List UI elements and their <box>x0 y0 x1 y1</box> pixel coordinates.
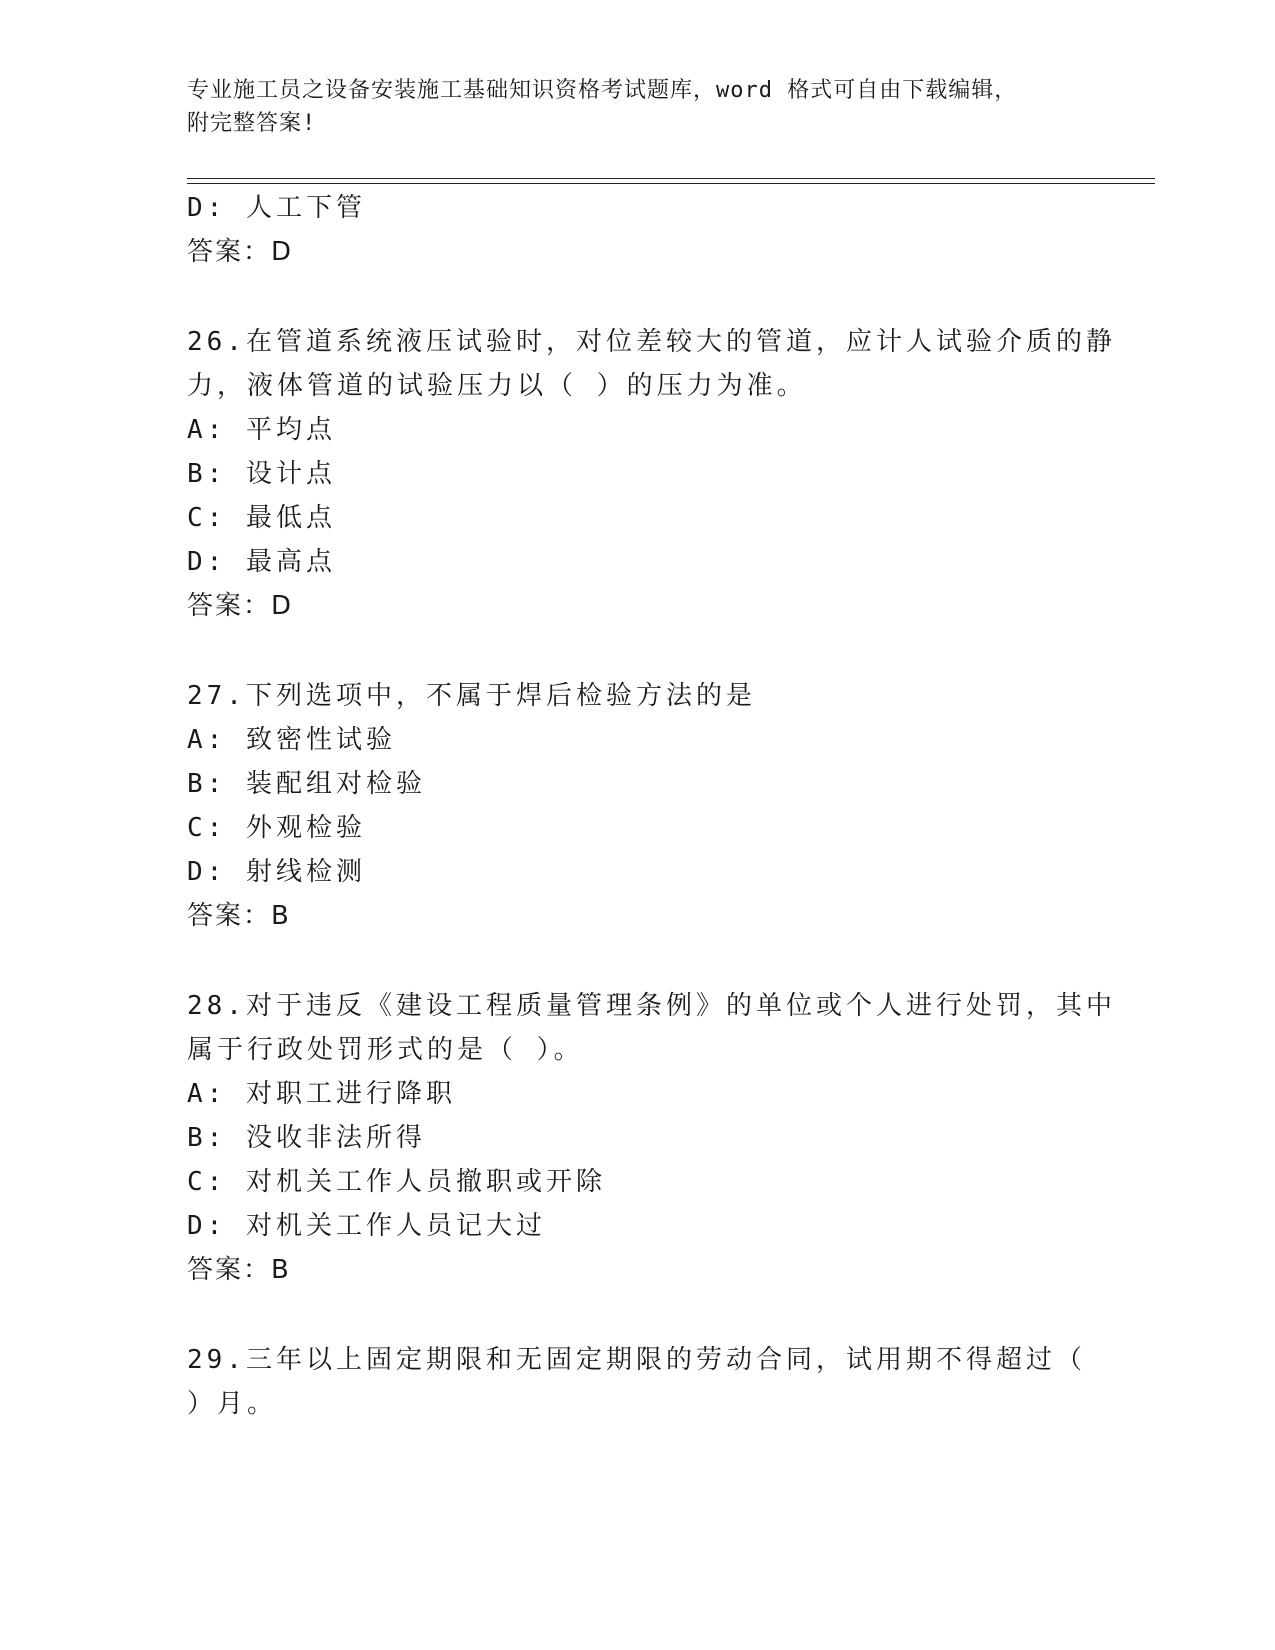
question-26-answer: 答案：D <box>187 591 294 621</box>
question-27-stem-line-1: 27.下列选项中，不属于焊后检验方法的是 <box>187 681 756 711</box>
header-line-1: 专业施工员之设备安装施工基础知识资格考试题库，word 格式可自由下载编辑， <box>187 78 1018 103</box>
question-26-option-d: D: 最高点 <box>187 547 336 577</box>
question-28-answer: 答案：B <box>187 1255 291 1285</box>
prev-question-option-d: D: 人工下管 <box>187 193 366 223</box>
question-28-stem-line-2: 属于行政处罚形式的是（ ）。 <box>187 1035 584 1065</box>
document-header <box>187 74 1087 140</box>
question-27-option-d: D: 射线检测 <box>187 857 366 887</box>
question-29-stem-line-1: 29.三年以上固定期限和无固定期限的劳动合同，试用期不得超过（ <box>187 1345 1086 1375</box>
question-26-option-a: A: 平均点 <box>187 415 336 445</box>
question-28-stem-line-1: 28.对于违反《建设工程质量管理条例》的单位或个人进行处罚，其中 <box>187 991 1116 1021</box>
question-26-stem-line-1: 26.在管道系统液压试验时，对位差较大的管道，应计人试验介质的静 <box>187 327 1116 357</box>
question-27-option-a: A: 致密性试验 <box>187 725 396 755</box>
question-29-stem-line-2: ）月。 <box>187 1389 278 1419</box>
question-28-option-b: B: 没收非法所得 <box>187 1123 426 1153</box>
question-27-option-b: B: 装配组对检验 <box>187 769 426 799</box>
question-27-answer: 答案：B <box>187 901 291 931</box>
prev-question-answer: 答案：D <box>187 237 294 267</box>
question-26-option-b: B: 设计点 <box>187 459 336 489</box>
header-rule-top <box>187 178 1155 179</box>
question-28-option-d: D: 对机关工作人员记大过 <box>187 1211 546 1241</box>
question-28-option-a: A: 对职工进行降职 <box>187 1079 456 1109</box>
header-rule-bottom <box>187 183 1155 184</box>
question-26-option-c: C: 最低点 <box>187 503 336 533</box>
question-28-option-c: C: 对机关工作人员撤职或开除 <box>187 1167 606 1197</box>
question-26-stem-line-2: 力，液体管道的试验压力以（ ）的压力为准。 <box>187 371 807 401</box>
header-line-2: 附完整答案! <box>187 111 317 136</box>
question-27-option-c: C: 外观检验 <box>187 813 366 843</box>
